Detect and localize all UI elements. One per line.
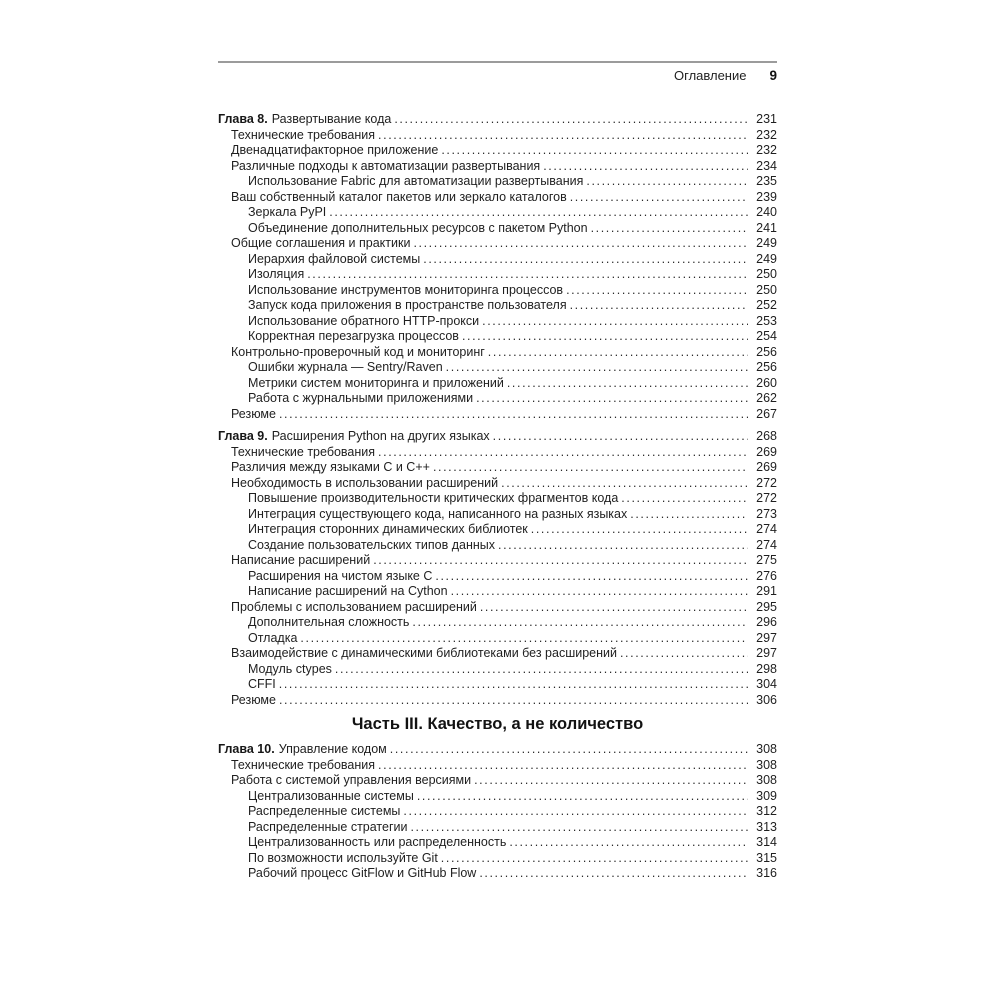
- toc-entry: [218, 283, 777, 299]
- dot-leader: [586, 174, 748, 190]
- toc-entry-title: Взаимодействие с динамическими библиотеками без расширений: [231, 646, 617, 660]
- toc-entry-chapter-label: Глава 9.: [218, 429, 268, 443]
- toc-entry-title: Интеграция существующего кода, написанного на разных языках: [248, 506, 628, 521]
- toc-entry-page-number: 313: [756, 819, 777, 834]
- toc-entry-title: Управление кодом: [278, 742, 387, 756]
- dot-leader: [488, 345, 748, 361]
- toc-entry-title: Ваш собственный каталог пакетов или зеркало каталогов: [231, 189, 567, 204]
- toc-entry-title: Расширения на чистом языке C: [248, 568, 433, 583]
- dot-leader: [412, 615, 748, 631]
- toc-entry: [218, 329, 777, 345]
- toc-entry-title: Работа с системой управления версиями: [231, 773, 472, 787]
- toc-entry-page-number: 274: [756, 537, 777, 552]
- toc-entry-page-number: 256: [756, 360, 777, 374]
- dot-leader: [300, 631, 748, 647]
- toc-entry-title: Расширения Python на других языках: [271, 429, 490, 443]
- toc-entry: [218, 553, 777, 569]
- toc-entry-chapter-label: Глава 8.: [218, 112, 268, 126]
- toc-entry: [218, 804, 777, 820]
- toc-entry-title: Резюме: [231, 406, 276, 421]
- dot-leader: [423, 252, 748, 268]
- toc-entry: [218, 538, 777, 554]
- toc-entry-title: Различия между языками C и C++: [231, 460, 430, 474]
- toc-entry-title: Запуск кода приложения в пространстве пользователя: [248, 298, 567, 312]
- running-head-title: Оглавление: [674, 68, 747, 83]
- toc-entry-page-number: 291: [756, 584, 777, 598]
- dot-leader: [378, 445, 748, 461]
- dot-leader: [570, 190, 748, 206]
- dot-leader: [591, 221, 748, 237]
- toc-entry-page-number: 234: [756, 158, 777, 173]
- toc-block: [218, 742, 777, 882]
- dot-leader: [417, 789, 748, 805]
- toc-entry-page-number: 309: [756, 788, 777, 803]
- toc-entry-title: Технические требования: [231, 444, 376, 459]
- toc-entry-chapter-label: Глава 10.: [218, 742, 275, 756]
- dot-leader: [335, 662, 748, 678]
- toc-entry-page-number: 276: [756, 568, 777, 583]
- toc-entry: [218, 646, 777, 662]
- toc-entry-page-number: 272: [756, 475, 777, 490]
- toc-entry-title: Использование Fabric для автоматизации развертывания: [248, 174, 584, 188]
- dot-leader: [480, 600, 748, 616]
- toc-entry: [218, 128, 777, 144]
- toc-entry: [218, 190, 777, 206]
- toc-entry-page-number: 298: [756, 661, 777, 676]
- toc-entry: [218, 789, 777, 805]
- toc-entry: [218, 677, 777, 693]
- dot-leader: [378, 758, 748, 774]
- toc-entry: [218, 298, 777, 314]
- toc-entry-title: Использование обратного HTTP-прокси: [248, 313, 480, 328]
- running-head: [218, 61, 777, 83]
- toc-entry: [218, 507, 777, 523]
- toc-entry-page-number: 306: [756, 692, 777, 707]
- toc-entry: [218, 615, 777, 631]
- toc-entry-title: Централизованные системы: [248, 788, 414, 803]
- toc-entry-title: Централизованность или распределенность: [248, 835, 507, 849]
- dot-leader: [543, 159, 748, 175]
- dot-leader: [509, 835, 748, 851]
- dot-leader: [390, 742, 748, 758]
- dot-leader: [378, 128, 748, 144]
- toc-entry-page-number: 295: [756, 599, 777, 614]
- dot-leader: [479, 866, 748, 882]
- toc-entry-page-number: 249: [756, 236, 777, 250]
- toc-entry-title: Рабочий процесс GitFlow и GitHub Flow: [248, 866, 477, 880]
- dot-leader: [620, 646, 748, 662]
- toc-entry-page-number: 250: [756, 282, 777, 297]
- dot-leader: [501, 476, 748, 492]
- toc-entry-title: Метрики систем мониторинга и приложений: [248, 375, 504, 390]
- toc-entry-page-number: 260: [756, 375, 777, 390]
- dot-leader: [462, 329, 748, 345]
- toc-entry-title: Необходимость в использовании расширений: [231, 475, 499, 490]
- toc-entry-page-number: 308: [756, 757, 777, 772]
- toc-entry-page-number: 239: [756, 189, 777, 204]
- toc-entry-title: Модуль ctypes: [248, 661, 332, 676]
- toc-entry: [218, 112, 777, 128]
- toc-entry-page-number: 275: [756, 553, 777, 567]
- toc-entry: [218, 376, 777, 392]
- dot-leader: [307, 267, 748, 283]
- dot-leader: [329, 205, 748, 221]
- toc-entry-title: Распределенные стратегии: [248, 819, 408, 834]
- toc-entry: [218, 429, 777, 445]
- toc-entry: [218, 742, 777, 758]
- toc-entry: [218, 314, 777, 330]
- toc-entry-page-number: 273: [756, 506, 777, 521]
- toc-entry: [218, 584, 777, 600]
- toc-entry: [218, 835, 777, 851]
- toc-entry-title: Изоляция: [248, 267, 305, 281]
- toc-entry-page-number: 262: [756, 391, 777, 405]
- toc-entry: [218, 391, 777, 407]
- toc-entry-page-number: 274: [756, 522, 777, 536]
- toc-block: [218, 429, 777, 708]
- toc-entry-page-number: 254: [756, 329, 777, 343]
- toc-entry-page-number: 272: [756, 491, 777, 505]
- toc-entry-title: Контрольно-проверочный код и мониторинг: [231, 344, 485, 359]
- dot-leader: [394, 112, 748, 128]
- toc-entry-title: Резюме: [231, 692, 276, 707]
- toc-entry: [218, 159, 777, 175]
- toc-entry-page-number: 297: [756, 630, 777, 645]
- toc-entry: [218, 143, 777, 159]
- toc-entry: [218, 693, 777, 709]
- dot-leader: [531, 522, 748, 538]
- dot-leader: [474, 773, 748, 789]
- toc-entry: [218, 267, 777, 283]
- toc-entry: [218, 360, 777, 376]
- toc-entry: [218, 491, 777, 507]
- toc-entry-title: Корректная перезагрузка процессов: [248, 329, 459, 343]
- dot-leader: [630, 507, 748, 523]
- toc-entry: [218, 631, 777, 647]
- toc-entry-page-number: 269: [756, 460, 777, 474]
- dot-leader: [373, 553, 748, 569]
- dot-leader: [621, 491, 748, 507]
- toc-entry-page-number: 232: [756, 127, 777, 142]
- dot-leader: [498, 538, 748, 554]
- toc-entry-page-number: 256: [756, 344, 777, 359]
- toc-entry-title: Отладка: [248, 630, 298, 645]
- toc-entry: [218, 236, 777, 252]
- toc-entry: [218, 773, 777, 789]
- dot-leader: [451, 584, 748, 600]
- toc-entry-title: Написание расширений на Cython: [248, 584, 448, 598]
- dot-leader: [482, 314, 748, 330]
- toc-entry-title: Развертывание кода: [271, 112, 392, 126]
- toc-entry-title: Распределенные системы: [248, 804, 401, 818]
- dot-leader: [566, 283, 748, 299]
- dot-leader: [403, 804, 748, 820]
- toc-entry-title: Иерархия файловой системы: [248, 251, 421, 266]
- toc-entry-page-number: 250: [756, 267, 777, 281]
- dot-leader: [435, 569, 748, 585]
- toc-entry: [218, 851, 777, 867]
- dot-leader: [413, 236, 748, 252]
- toc-entry-title: Дополнительная сложность: [248, 615, 410, 629]
- toc-entry-page-number: 304: [756, 677, 777, 691]
- toc-entry: [218, 820, 777, 836]
- toc-entry-title: Технические требования: [231, 127, 376, 142]
- toc-entry-page-number: 267: [756, 406, 777, 421]
- toc-entry-title: Общие соглашения и практики: [231, 236, 411, 250]
- toc-entry-title: Технические требования: [231, 757, 376, 772]
- part-heading: Часть III. Качество, а не количество: [351, 715, 644, 733]
- toc-entry-title: Повышение производительности критических фрагментов кода: [248, 491, 619, 505]
- toc-entry: [218, 252, 777, 268]
- table-of-contents: [218, 112, 777, 882]
- toc-entry: [218, 174, 777, 190]
- toc-entry-page-number: 296: [756, 615, 777, 629]
- toc-entry-page-number: 241: [756, 220, 777, 235]
- dot-leader: [410, 820, 748, 836]
- dot-leader: [446, 360, 748, 376]
- toc-entry: [218, 205, 777, 221]
- toc-entry-page-number: 297: [756, 646, 777, 660]
- toc-entry: [218, 445, 777, 461]
- toc-entry-title: Написание расширений: [231, 553, 371, 567]
- toc-entry-title: Зеркала PyPI: [248, 205, 327, 219]
- dot-leader: [507, 376, 748, 392]
- toc-entry: [218, 476, 777, 492]
- dot-leader: [279, 677, 748, 693]
- toc-entry-title: Объединение дополнительных ресурсов с пакетом Python: [248, 220, 588, 235]
- toc-entry-page-number: 232: [756, 143, 777, 157]
- dot-leader: [441, 143, 748, 159]
- toc-entry-page-number: 308: [756, 773, 777, 787]
- toc-entry: [218, 460, 777, 476]
- toc-entry-page-number: 269: [756, 444, 777, 459]
- dot-leader: [279, 693, 748, 709]
- toc-entry-page-number: 253: [756, 313, 777, 328]
- toc-entry-title: Различные подходы к автоматизации развертывания: [231, 158, 541, 173]
- running-head-page-number: 9: [769, 68, 777, 83]
- toc-entry-title: CFFI: [248, 677, 276, 691]
- toc-entry-title: Проблемы с использованием расширений: [231, 599, 477, 614]
- toc-entry-title: Ошибки журнала — Sentry/Raven: [248, 360, 443, 374]
- dot-leader: [493, 429, 748, 445]
- toc-entry: [218, 758, 777, 774]
- toc-entry-title: Использование инструментов мониторинга процессов: [248, 282, 564, 297]
- dot-leader: [476, 391, 748, 407]
- toc-entry: [218, 866, 777, 882]
- toc-entry: [218, 221, 777, 237]
- toc-entry-page-number: 240: [756, 205, 777, 219]
- toc-entry: [218, 600, 777, 616]
- toc-entry-title: Двенадцатифакторное приложение: [231, 143, 439, 157]
- toc-entry-page-number: 315: [756, 850, 777, 865]
- toc-block: [218, 112, 777, 422]
- toc-entry-page-number: 316: [756, 866, 777, 880]
- toc-entry: [218, 407, 777, 423]
- toc-entry-title: Создание пользовательских типов данных: [248, 537, 496, 552]
- toc-entry-page-number: 252: [756, 298, 777, 312]
- dot-leader: [570, 298, 748, 314]
- dot-leader: [441, 851, 748, 867]
- toc-entry-page-number: 314: [756, 835, 777, 849]
- toc-entry: [218, 569, 777, 585]
- toc-entry-page-number: 308: [756, 742, 777, 756]
- toc-entry-title: По возможности используйте Git: [248, 850, 438, 865]
- toc-entry-title: Интеграция сторонних динамических библиотек: [248, 522, 528, 536]
- toc-entry: [218, 345, 777, 361]
- toc-entry-page-number: 235: [756, 174, 777, 188]
- toc-entry-page-number: 268: [756, 429, 777, 443]
- toc-entry-page-number: 249: [756, 251, 777, 266]
- dot-leader: [433, 460, 748, 476]
- toc-entry-title: Работа с журнальными приложениями: [248, 391, 474, 405]
- toc-entry-page-number: 231: [756, 112, 777, 126]
- toc-entry: [218, 662, 777, 678]
- toc-entry: [218, 522, 777, 538]
- dot-leader: [279, 407, 748, 423]
- toc-entry-page-number: 312: [756, 804, 777, 818]
